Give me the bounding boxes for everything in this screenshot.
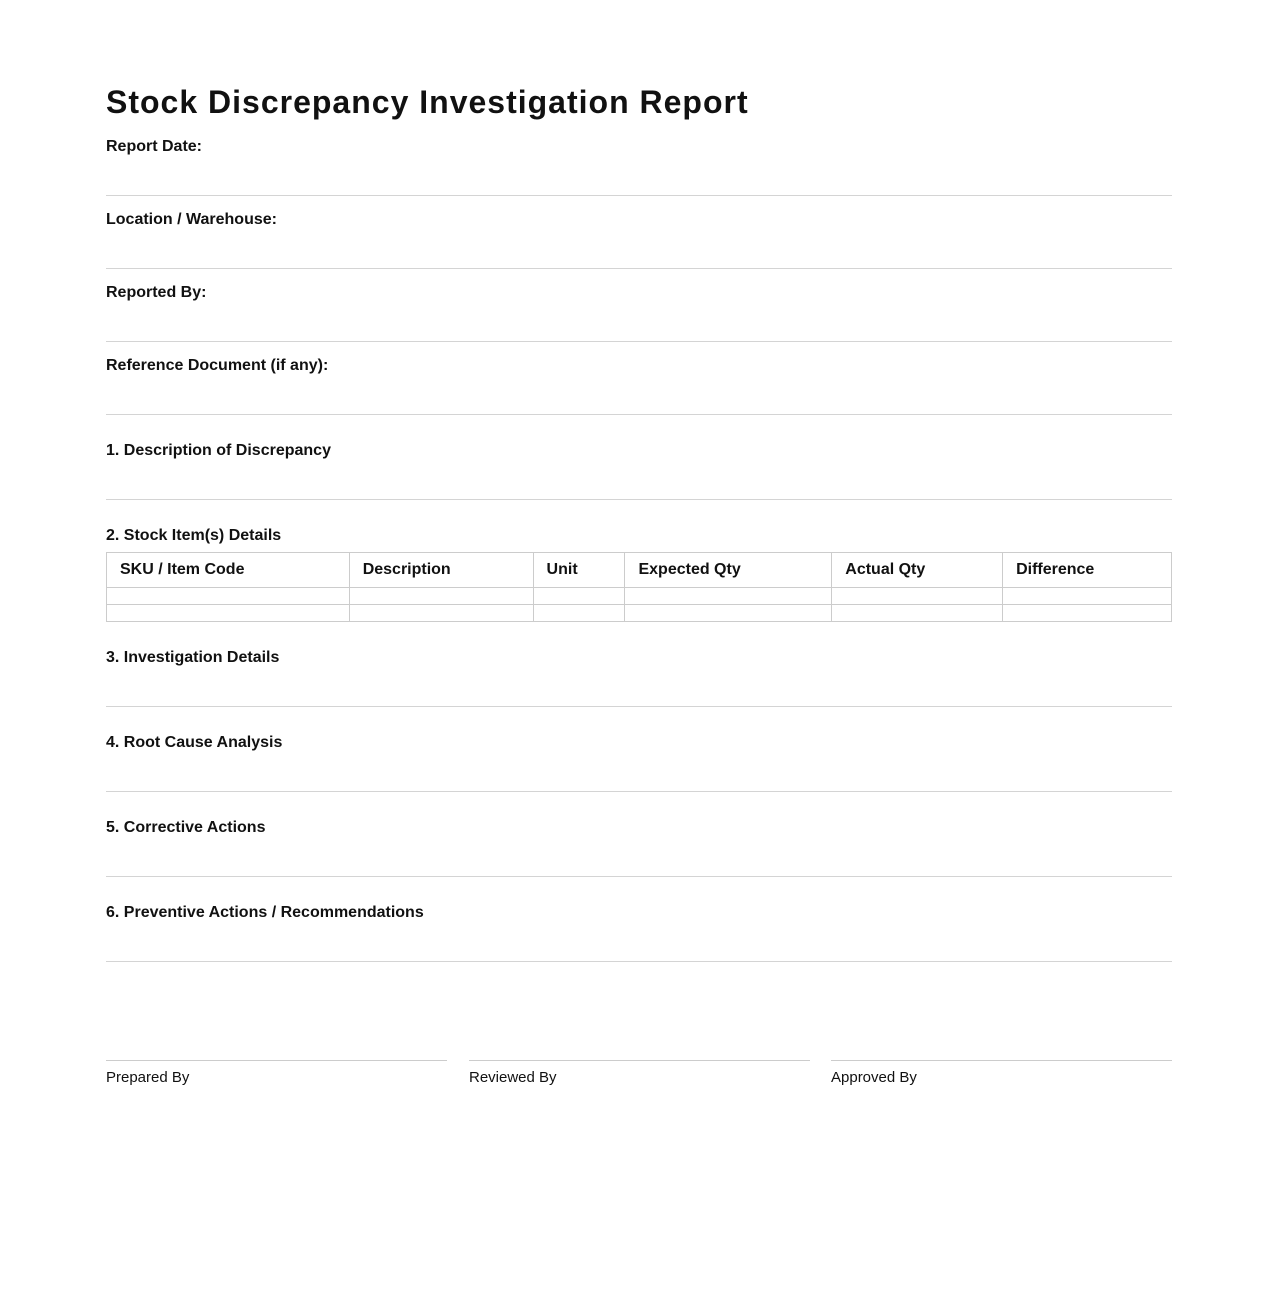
column-header: Unit [533, 553, 625, 588]
section-heading: 1. Description of Discrepancy [106, 442, 331, 459]
table-cell[interactable] [349, 605, 533, 622]
signature-reviewed-by [469, 1060, 810, 1086]
table-cell[interactable] [625, 605, 832, 622]
signature-approved-by [831, 1060, 1172, 1086]
column-header: Actual Qty [832, 553, 1003, 588]
table-cell[interactable] [349, 588, 533, 605]
column-header: Difference [1003, 553, 1172, 588]
section-description [106, 414, 1172, 500]
field-reference-document [106, 341, 1172, 415]
field-label: Location / Warehouse: [106, 211, 277, 228]
table-cell[interactable] [625, 588, 832, 605]
table-row [107, 588, 1172, 605]
signature-label: Approved By [831, 1069, 917, 1086]
section-heading: 3. Investigation Details [106, 649, 280, 666]
section-heading: 4. Root Cause Analysis [106, 734, 283, 751]
column-header: SKU / Item Code [107, 553, 350, 588]
column-header: Description [349, 553, 533, 588]
table-cell[interactable] [1003, 588, 1172, 605]
field-label: Report Date: [106, 138, 203, 155]
section-investigation [106, 621, 1172, 707]
table-cell[interactable] [533, 588, 625, 605]
section-corrective-actions [106, 791, 1172, 877]
signature-label: Prepared By [106, 1069, 190, 1086]
signature-label: Reviewed By [469, 1069, 557, 1086]
page-title: Stock Discrepancy Investigation Report [106, 84, 749, 120]
section-heading-stock-items: 2. Stock Item(s) Details [106, 527, 282, 544]
column-header: Expected Qty [625, 553, 832, 588]
section-preventive-actions [106, 876, 1172, 962]
table-cell[interactable] [107, 588, 350, 605]
field-label: Reference Document (if any): [106, 357, 329, 374]
section-root-cause [106, 706, 1172, 792]
table-header-row [107, 553, 1172, 588]
table-cell[interactable] [832, 605, 1003, 622]
field-label: Reported By: [106, 284, 207, 301]
field-reported-by [106, 268, 1172, 342]
table-cell[interactable] [1003, 605, 1172, 622]
table-cell[interactable] [832, 588, 1003, 605]
table-cell[interactable] [533, 605, 625, 622]
field-report-date [106, 122, 1172, 196]
section-heading: 5. Corrective Actions [106, 819, 266, 836]
signature-prepared-by [106, 1060, 447, 1086]
table-row [107, 605, 1172, 622]
field-location [106, 195, 1172, 269]
table-cell[interactable] [107, 605, 350, 622]
stock-items-table [106, 552, 1172, 622]
section-heading: 6. Preventive Actions / Recommendations [106, 904, 424, 921]
